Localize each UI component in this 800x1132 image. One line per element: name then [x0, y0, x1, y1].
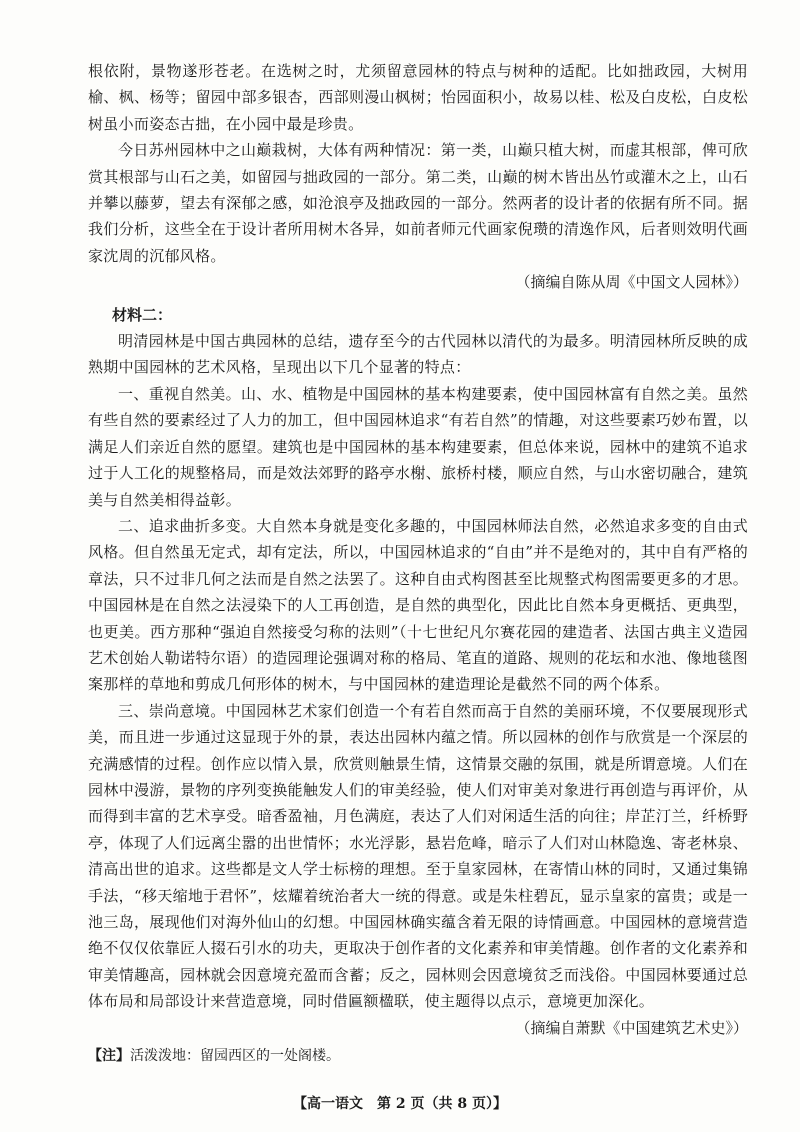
- source-citation-2: （摘编自萧默《中国建筑艺术史》）: [515, 1018, 748, 1037]
- footnote: [88, 1043, 748, 1069]
- footnote-tag: 【注】: [88, 1048, 130, 1065]
- footnote-text: 活泼泼地：留园西区的一处阁楼。: [130, 1048, 340, 1065]
- page-footer: 【高一语文 第 2 页（共 8 页）】: [293, 1096, 507, 1112]
- material-2-point-2: 二、追求曲折多变。大自然本身就是变化多趣的，中国园林师法自然，必然追求多变的自由式风格。但自然虽无定式，却有定法，所以，中国园林追求的“自由”并不是绝对的，其中自有严格的章法，只不过非几何之法而是自然之法罢了。这种自由式构图甚至比规整式构图需要更多的才思。中国园林是在自然之法浸染下的人工再创造，是自然的典型化，因此比自然本身更概括、更典型，也更美。西方那种“强迫自然接受匀称的法则”（十七世纪凡尔赛花园的建造者、法国古典主义造园艺术创始人勒诺特尔语）的造园理论强调对称的格局、笔直的道路、规则的花坛和水池、像地毯图案那样的草地和剪成几何形体的树木，与中国园林的建造理论是截然不同的两个体系。: [88, 516, 748, 694]
- material-2-point-1: 一、重视自然美。山、水、植物是中国园林的基本构建要素，使中国园林富有自然之美。虽然有些自然的要素经过了人力的加工，但中国园林追求“有若自然”的情趣，对这些要素巧妙布置，以满足人们亲近自然的愿望。建筑也是中国园林的基本构建要素，但总体来说，园林中的建筑不追求过于人工化的规整格局，而是效法郊野的路亭水榭、旅桥村楼，顺应自然，与山水密切融合，建筑美与自然美相得益彰。: [88, 384, 748, 509]
- source-citation-1: （摘编自陈从周《中国文人园林》）: [515, 273, 748, 292]
- material-2-title: 材料二：: [112, 305, 173, 324]
- material-2-intro: 明清园林是中国古典园林的总结，遗存至今的古代园林以清代的为最多。明清园林所反映的成熟期中国园林的艺术风格，呈现出以下几个显著的特点：: [88, 332, 748, 377]
- paragraph-continued: 根依附，景物遂形苍老。在选树之时，尤须留意园林的特点与树种的适配。比如拙政园，大树用榆、枫、杨等；留园中部多银杏，西部则漫山枫树；怡园面积小，故易以桂、松及白皮松，白皮松树虽小而姿态古拙，在小园中最是珍贵。: [88, 62, 748, 133]
- material-2-point-3: 三、崇尚意境。中国园林艺术家们创造一个有若自然而高于自然的美丽环境，不仅要展现形式美，而且进一步通过这显现于外的景，表达出园林内蕴之情。所以园林的创作与欣赏是一个深层的充满感情的过程。创作应以情入景，欣赏则触景生情，这情景交融的氛围，就是所谓意境。人们在园林中漫游，景物的序列变换能触发人们的审美经验，使人们对审美对象进行再创造与再评价，从而得到丰富的艺术享受。暗香盈袖，月色满庭，表达了人们对闲适生活的向往；岸芷汀兰，纤桥野亭，体现了人们远离尘嚣的出世情怀；水光浮影，悬岩危峰，暗示了人们对山林隐逸、寄老林泉、清高出世的追求。这些都是文人学士标榜的理想。至于皇家园林，在寄情山林的同时，又通过集锦手法，“移天缩地于君怀”，炫耀着统治者大一统的得意。或是朱柱碧瓦，显示皇家的富贵；或是一池三岛，展现他们对海外仙山的幻想。中国园林确实蕴含着无限的诗情画意。中国园林的意境营造绝不仅仅依靠匠人掇石引水的功夫，更取决于创作者的文化素养和审美情趣。创作者的文化素养和审美情趣高，园林就会因意境充盈而含蓄；反之，园林则会因意境贫乏而浅俗。中国园林要通过总体布局和局部设计来营造意境，同时借匾额楹联，使主题得以点示，意境更加深化。: [88, 701, 748, 1011]
- paragraph-mountain-trees: 今日苏州园林中之山巅栽树，大体有两种情况：第一类，山巅只植大树，而虚其根部，俾可欣赏其根部与山石之美，如留园与拙政园的一部分。第二类，山巅的树木皆出丛竹或灌木之上，山石并攀以藤萝，望去有深郁之感，如沧浪亭及拙政园的一部分。然两者的设计者的依据有所不同。据我们分析，这些全在于设计者所用树木各异，如前者师元代画家倪瓒的清逸作风，后者则效明代画家沈周的沉郁风格。: [88, 141, 748, 265]
- page-content: [88, 58, 748, 1069]
